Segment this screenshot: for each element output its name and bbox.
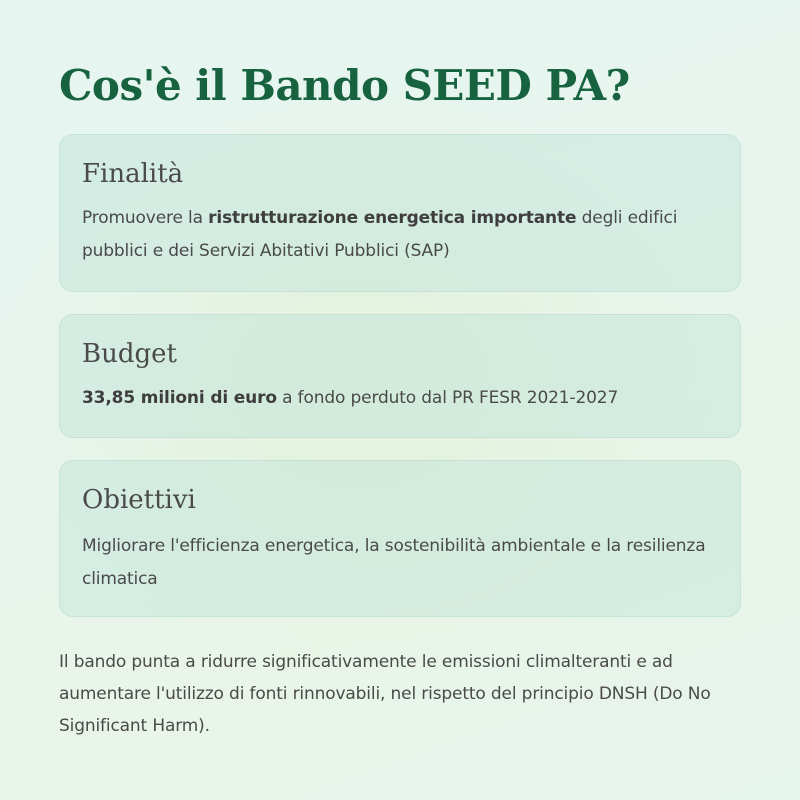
card-text [82,530,722,596]
card-text [82,382,722,415]
footer-paragraph: Il bando punta a ridurre significativamente le emissioni climalteranti e ad aumentare l'utilizzo di fonti rinnovabili, nel rispetto del principio DNSH (Do No Significant Harm). [59,652,711,736]
card-text [82,202,722,268]
card-title: Finalità [82,159,184,189]
card-text-before: Migliorare l'efficienza energetica, la sostenibilità ambientale e la resilienza climatica [82,536,706,589]
card-text-bold: ristrutturazione energetica importante [208,208,577,228]
card-text-bold: 33,85 milioni di euro [82,388,277,408]
card-text-before: Promuovere la [82,208,209,228]
card-finalita [59,134,741,292]
card-title: Obiettivi [82,485,196,515]
card-text-after: a fondo perduto dal PR FESR 2021-2027 [276,388,619,408]
page-title: Cos'è il Bando SEED PA? [59,61,630,110]
card-text-after: degli edifici pubblici e dei Servizi Abitativi Pubblici (SAP) [82,208,678,261]
card-budget [59,314,741,438]
card-title: Budget [82,339,177,369]
card-obiettivi [59,460,741,617]
